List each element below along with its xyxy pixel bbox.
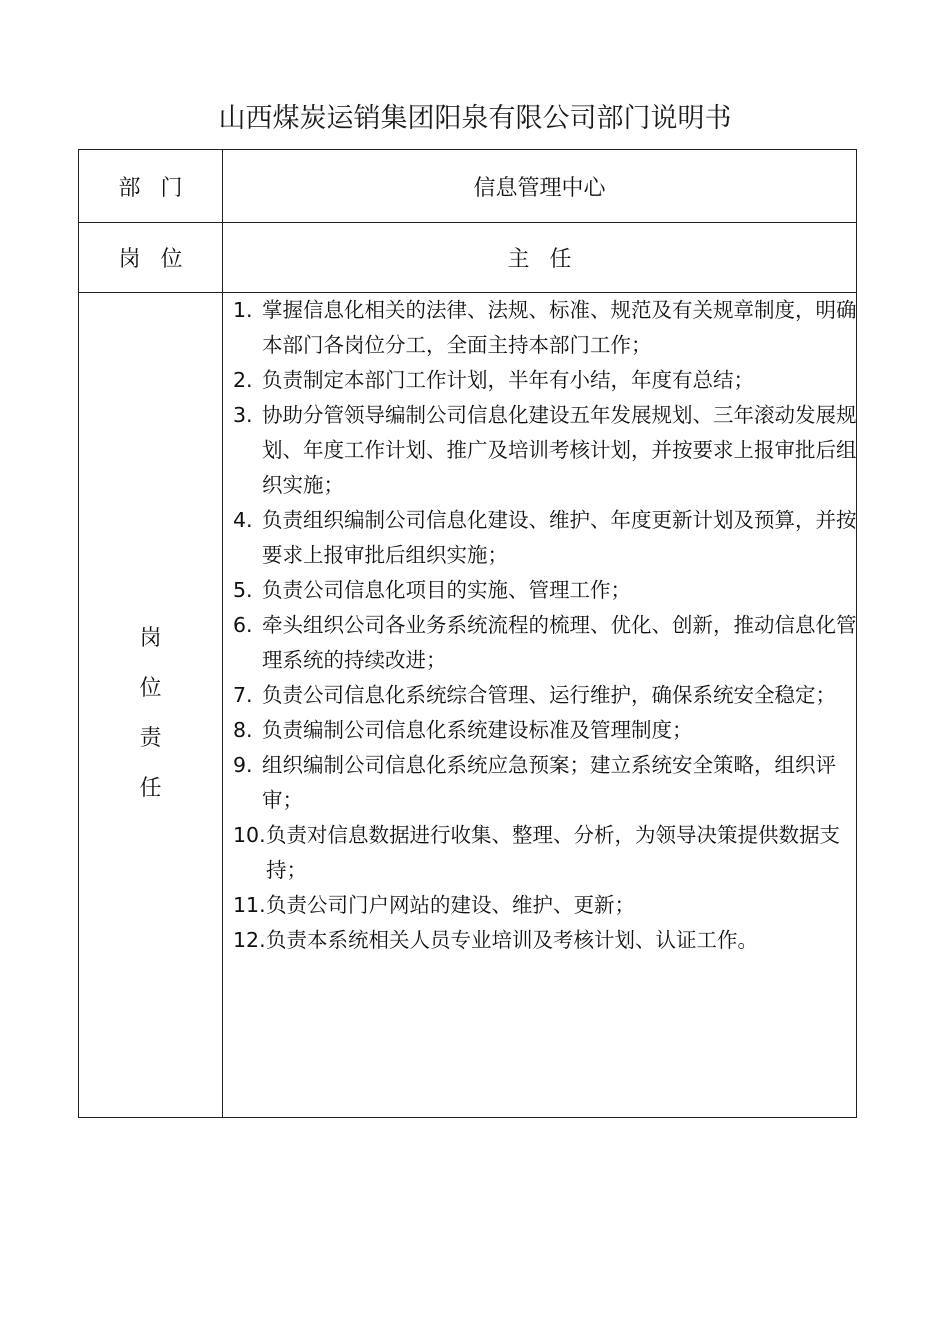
duties-label-char: 责 (139, 726, 162, 751)
duty-number: 2. (233, 368, 253, 392)
duty-item-11 (233, 888, 859, 923)
description-form-table (78, 149, 857, 1118)
department-label: 部门 (118, 175, 203, 201)
duty-number: 3. (233, 403, 253, 427)
duty-item-12 (233, 923, 859, 958)
post-value: 主任 (507, 247, 592, 272)
duty-text: 牵头组织公司各业务系统流程的梳理、优化、创新，推动信息化管理系统的持续改进； (262, 613, 857, 672)
post-label: 岗位 (118, 247, 203, 272)
duty-text: 负责公司信息化项目的实施、管理工作； (262, 578, 631, 602)
duty-text: 负责制定本部门工作计划，半年有小结，年度有总结； (262, 368, 754, 392)
duty-number: 11. (233, 893, 266, 917)
duty-text: 组织编制公司信息化系统应急预案；建立系统安全策略，组织评审； (262, 753, 836, 812)
duty-item-9 (233, 748, 859, 818)
duty-text: 负责组织编制公司信息化建设、维护、年度更新计划及预算，并按要求上报审批后组织实施； (262, 508, 857, 567)
duty-text: 负责公司门户网站的建设、维护、更新； (266, 893, 635, 917)
duty-number: 7. (233, 683, 253, 707)
post-label-cell (79, 223, 223, 292)
duties-label-cell (79, 293, 223, 1117)
duty-text: 负责编制公司信息化系统建设标准及管理制度； (262, 718, 693, 742)
duty-number: 6. (233, 613, 253, 637)
duty-text: 负责本系统相关人员专业培训及考核计划、认证工作。 (266, 928, 758, 952)
duties-label-char: 任 (139, 776, 162, 801)
department-row (79, 150, 856, 223)
department-value: 信息管理中心 (473, 175, 606, 201)
duty-number: 5. (233, 578, 253, 602)
duty-item-6 (233, 608, 859, 678)
duties-label-char: 位 (139, 676, 162, 701)
duty-number: 12. (233, 928, 266, 952)
duty-number: 8. (233, 718, 253, 742)
duty-item-4 (233, 503, 859, 573)
duties-label-char: 岗 (139, 626, 162, 651)
duty-number: 1. (233, 298, 253, 322)
duty-number: 4. (233, 508, 253, 532)
department-value-cell (223, 150, 856, 222)
post-row (79, 223, 856, 293)
duty-item-7 (233, 678, 859, 713)
duty-item-5 (233, 573, 859, 608)
duty-text: 掌握信息化相关的法律、法规、标准、规范及有关规章制度，明确本部门各岗位分工，全面主持本部门工作； (262, 298, 857, 357)
duty-item-10 (233, 818, 859, 888)
document-title: 山西煤炭运销集团阳泉有限公司部门说明书 (218, 103, 732, 134)
duty-number: 10. (233, 823, 266, 847)
department-label-cell (79, 150, 223, 222)
duty-item-3 (233, 398, 859, 503)
duty-number: 9. (233, 753, 253, 777)
duty-item-2 (233, 363, 859, 398)
duty-item-1 (233, 293, 859, 363)
duty-text: 负责对信息数据进行收集、整理、分析，为领导决策提供数据支持； (266, 823, 840, 882)
duties-list (233, 293, 859, 958)
post-value-cell (223, 223, 856, 292)
duty-text: 负责公司信息化系统综合管理、运行维护，确保系统安全稳定； (262, 683, 836, 707)
duty-item-8 (233, 713, 859, 748)
duty-text: 协助分管领导编制公司信息化建设五年发展规划、三年滚动发展规划、年度工作计划、推广及培训考核计划，并按要求上报审批后组织实施； (262, 403, 857, 497)
duties-row (79, 293, 856, 1117)
